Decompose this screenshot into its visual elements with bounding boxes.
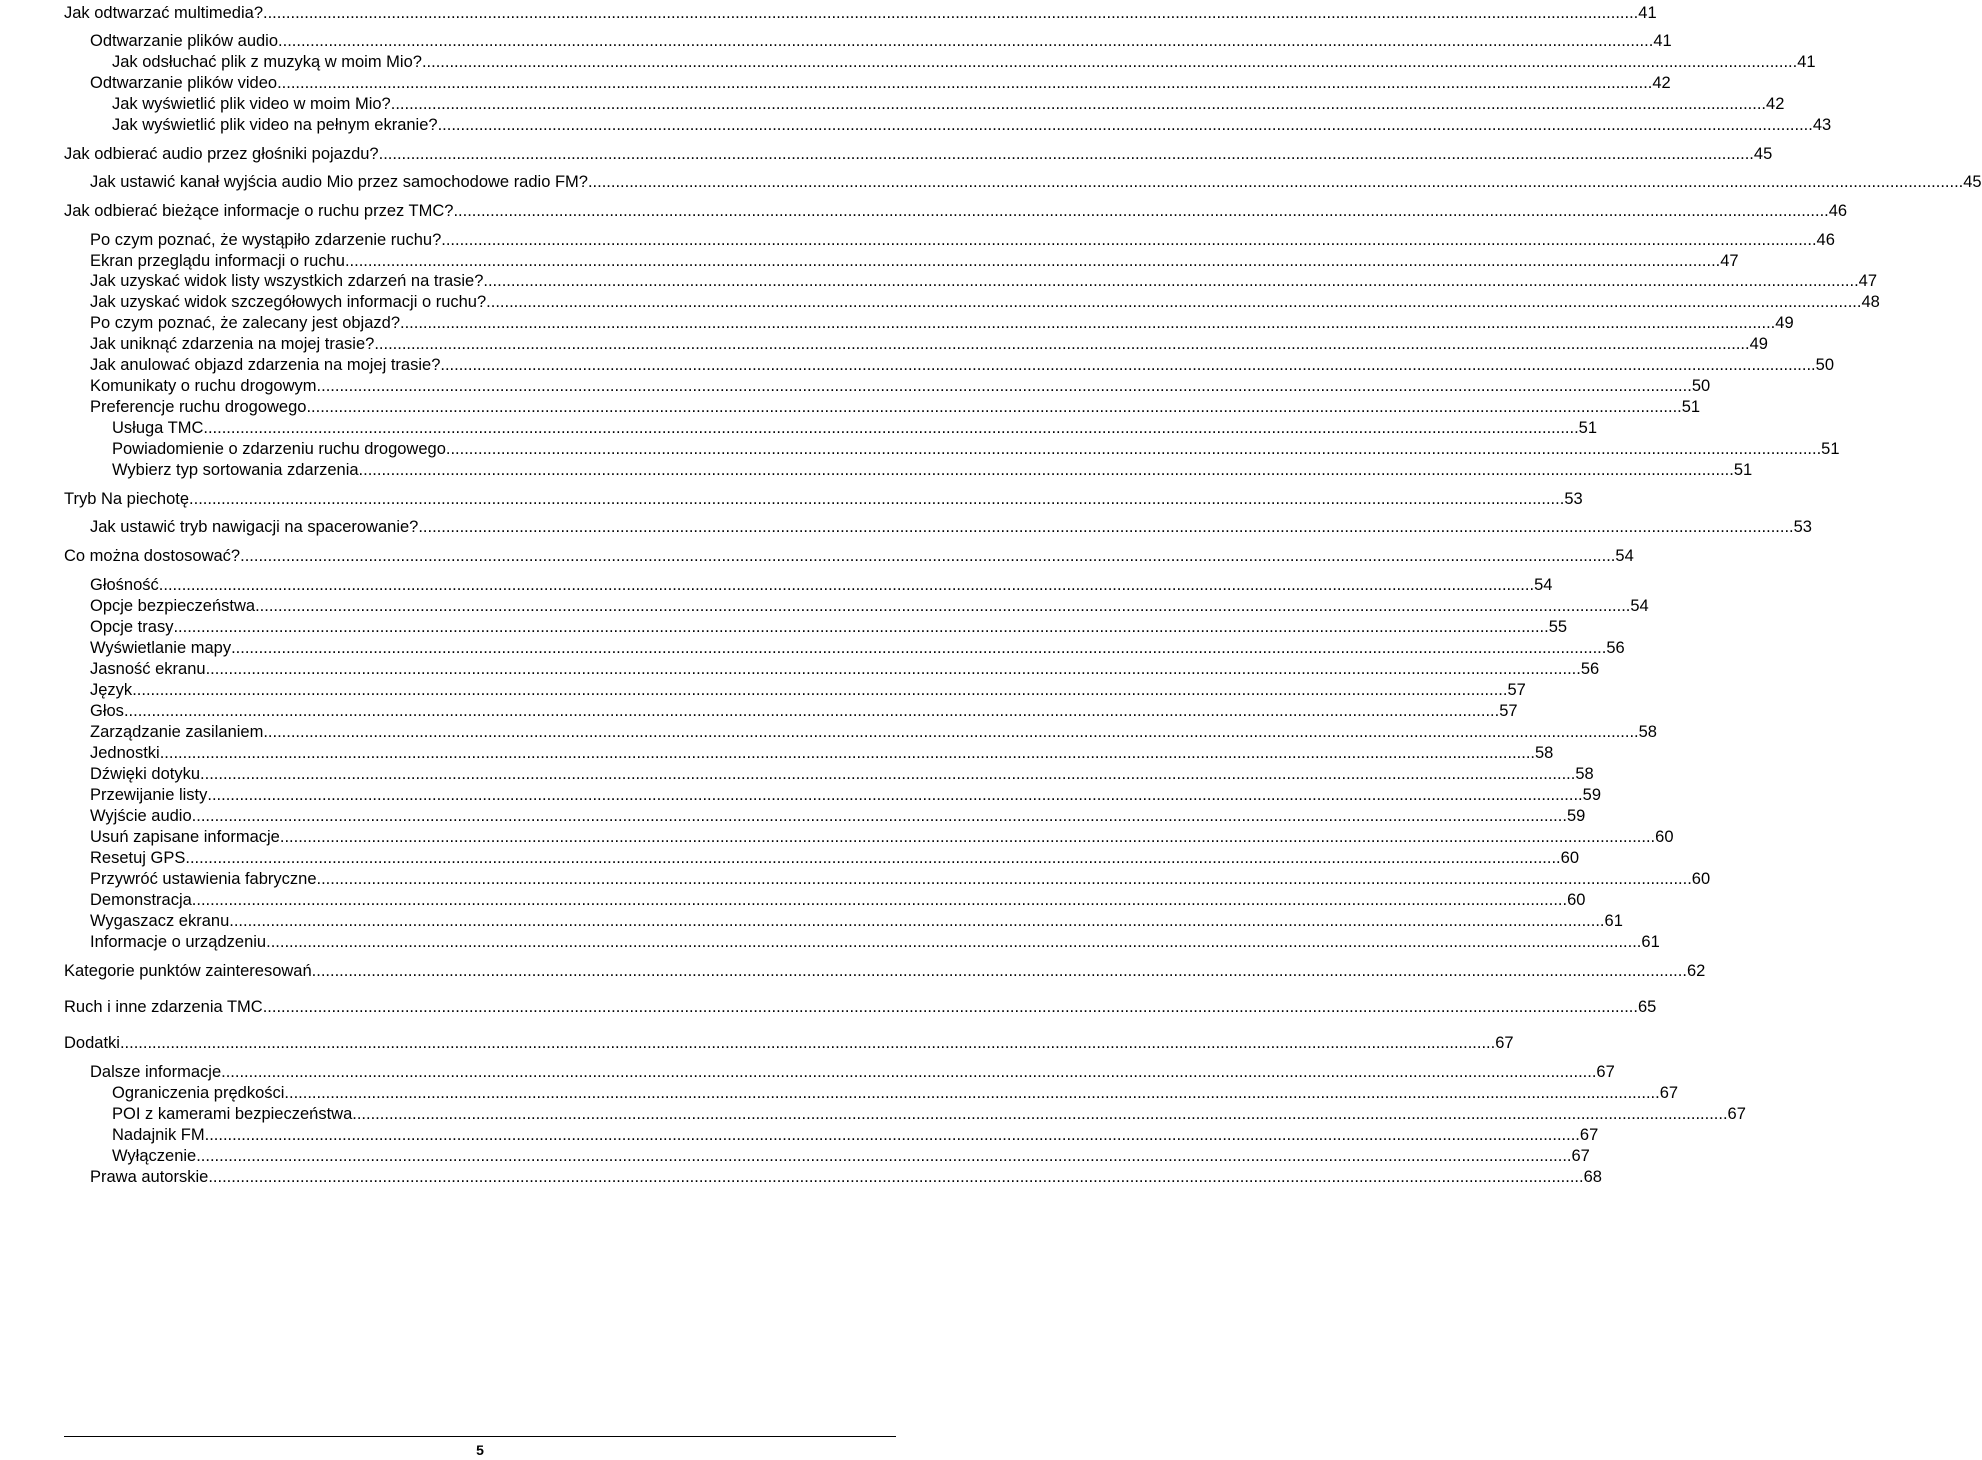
toc-entry-page: 46 [1816,231,1835,249]
toc-entry-page: 41 [1797,53,1816,71]
toc-entry-page: 67 [1596,1063,1615,1081]
toc-entry[interactable] [90,1062,1615,1082]
toc-dot-leader: ............................................................................................................................................................................................................................................................................................................ [483,272,1859,290]
toc-entry-page: 42 [1652,74,1671,92]
toc-entry[interactable] [90,932,1660,952]
toc-entry-title: Jak wyświetlić plik video na pełnym ekranie? [112,116,438,134]
toc-entry[interactable] [112,115,1832,135]
toc-entry[interactable] [90,911,1623,931]
toc-entry-title: Przywróć ustawienia fabryczne [90,870,317,888]
toc-dot-leader: ............................................................................................................................................................................................................................................................................................................ [277,74,1653,92]
toc-dot-leader: ............................................................................................................................................................................................................................................................................................................ [229,912,1605,930]
toc-entry-page: 60 [1691,870,1711,888]
toc-dot-leader: ............................................................................................................................................................................................................................................................................................................ [352,1105,1728,1123]
toc-entry-title: Jak anulować objazd zdarzenia na mojej trasie? [90,356,441,374]
toc-entry-title: Po czym poznać, że wystąpiło zdarzenie ruchu? [90,231,442,249]
footer-divider [64,1436,896,1437]
toc-dot-leader: ............................................................................................................................................................................................................................................................................................................ [311,962,1687,980]
toc-entry-title: Wyłączenie [112,1147,197,1165]
toc-entry[interactable] [90,827,1674,847]
toc-entry-title: Odtwarzanie plików video [90,74,278,92]
toc-entry[interactable] [90,31,1672,51]
toc-entry-page: 56 [1580,660,1600,678]
toc-dot-leader: ............................................................................................................................................................................................................................................................................................................ [255,597,1631,615]
toc-entry-title: Ruch i inne zdarzenia TMC [64,998,263,1016]
toc-dot-leader: ............................................................................................................................................................................................................................................................................................................ [390,95,1767,113]
toc-dot-leader: ............................................................................................................................................................................................................................................................................................................ [185,849,1561,867]
toc-entry[interactable] [112,1146,1590,1166]
toc-entry[interactable] [90,292,1880,312]
toc-entry[interactable] [64,144,1773,164]
toc-entry-title: Jak uzyskać widok szczegółowych informacji o ruchu? [90,293,487,311]
toc-entry[interactable] [64,997,1657,1017]
toc-entry-title: Nadajnik FM [112,1126,205,1144]
toc-dot-leader: ............................................................................................................................................................................................................................................................................................................ [378,145,1754,163]
toc-entry-title: Prawa autorskie [90,1168,209,1186]
toc-entry[interactable] [90,172,1982,192]
toc-entry[interactable] [90,596,1649,616]
toc-entry-title: Preferencje ruchu drogowego [90,398,307,416]
toc-dot-leader: ............................................................................................................................................................................................................................................................................................................ [453,202,1829,220]
toc-entry-page: 54 [1630,597,1649,615]
toc-entry-page: 58 [1638,723,1657,741]
toc-entry-title: Jak wyświetlić plik video w moim Mio? [112,95,391,113]
toc-entry[interactable] [90,848,1580,868]
toc-entry-title: Usuń zapisane informacje [90,828,280,846]
toc-dot-leader: ............................................................................................................................................................................................................................................................................................................ [587,173,1964,191]
toc-entry-page: 60 [1560,849,1580,867]
toc-entry-title: Jednostki [90,744,160,762]
toc-entry-title: Jak odsłuchać plik z muzyką w moim Mio? [112,53,422,71]
toc-dot-leader: ............................................................................................................................................................................................................................................................................................................ [203,419,1579,437]
toc-entry-page: 48 [1861,293,1880,311]
toc-entry-page: 54 [1615,547,1634,565]
toc-entry-page: 46 [1828,202,1848,220]
toc-dot-leader: ............................................................................................................................................................................................................................................................................................................ [316,870,1692,888]
toc-entry-page: 41 [1653,32,1672,50]
toc-dot-leader: ............................................................................................................................................................................................................................................................................................................ [284,1084,1660,1102]
toc-entry-page: 57 [1507,681,1526,699]
toc-entry-page: 51 [1578,419,1598,437]
toc-entry-page: 58 [1575,765,1594,783]
toc-dot-leader: ............................................................................................................................................................................................................................................................................................................ [221,1063,1597,1081]
toc-entry-title: Komunikaty o ruchu drogowym [90,377,317,395]
toc-dot-leader: ............................................................................................................................................................................................................................................................................................................ [205,660,1581,678]
toc-entry[interactable] [90,251,1739,271]
toc-entry-page: 59 [1582,786,1602,804]
toc-entry-page: 58 [1535,744,1554,762]
toc-entry[interactable] [90,680,1526,700]
toc-entry[interactable] [90,785,1602,805]
toc-entry-page: 67 [1495,1034,1514,1052]
toc-dot-leader: ............................................................................................................................................................................................................................................................................................................ [441,231,1817,249]
toc-entry-title: Tryb Na piechotę [64,490,190,508]
toc-entry-page: 60 [1567,891,1586,909]
toc-entry[interactable] [90,73,1671,93]
toc-entry-title: Co można dostosować? [64,547,241,565]
toc-entry[interactable] [90,230,1835,250]
toc-entry-page: 50 [1815,356,1835,374]
toc-entry[interactable] [112,1083,1679,1103]
toc-entry[interactable] [90,869,1711,889]
toc-dot-leader: ............................................................................................................................................................................................................................................................................................................ [421,53,1798,71]
toc-entry-page: 42 [1766,95,1785,113]
toc-entry[interactable] [90,397,1701,417]
toc-entry[interactable] [112,439,1840,459]
toc-entry-title: Opcje bezpieczeństwa [90,597,256,615]
toc-entry[interactable] [112,460,1753,480]
toc-dot-leader: ............................................................................................................................................................................................................................................................................................................ [119,1034,1496,1052]
toc-entry[interactable] [112,1125,1599,1145]
toc-entry-title: Głośność [90,576,159,594]
toc-entry-page: 47 [1720,252,1739,270]
toc-dot-leader: ............................................................................................................................................................................................................................................................................................................ [278,32,1654,50]
toc-dot-leader: ............................................................................................................................................................................................................................................................................................................ [159,744,1535,762]
toc-entry-title: Odtwarzanie plików audio [90,32,279,50]
toc-entry[interactable] [64,1033,1514,1053]
toc-entry-page: 49 [1775,314,1794,332]
toc-entry[interactable] [90,701,1518,721]
toc-dot-leader: ............................................................................................................................................................................................................................................................................................................ [196,1147,1572,1165]
toc-entry-page: 45 [1753,145,1773,163]
toc-entry-title: Opcje trasy [90,618,174,636]
page-number: 5 [476,1442,484,1458]
toc-entry[interactable] [64,546,1634,566]
toc-entry-page: 53 [1793,518,1812,536]
toc-entry[interactable] [90,806,1586,826]
toc-dot-leader: ............................................................................................................................................................................................................................................................................................................ [123,702,1500,720]
toc-entry[interactable] [90,313,1794,333]
toc-entry[interactable] [90,517,1812,537]
toc-entry-title: Resetuj GPS [90,849,186,867]
toc-entry[interactable] [90,890,1586,910]
toc-entry[interactable] [90,376,1711,396]
toc-dot-leader: ............................................................................................................................................................................................................................................................................................................ [231,639,1607,657]
toc-entry-title: Wyświetlanie mapy [90,639,232,657]
toc-entry-title: Informacje o urządzeniu [90,933,267,951]
toc-entry[interactable] [90,271,1878,291]
toc-entry-title: Język [90,681,133,699]
toc-entry-page: 67 [1571,1147,1590,1165]
toc-entry-title: Ograniczenia prędkości [112,1084,285,1102]
toc-entry-page: 53 [1564,490,1583,508]
toc-dot-leader: ............................................................................................................................................................................................................................................................................................................ [132,681,1508,699]
toc-dot-leader: ............................................................................................................................................................................................................................................................................................................ [240,547,1616,565]
toc-entry-page: 50 [1691,377,1711,395]
toc-entry-title: POI z kamerami bezpieczeństwa [112,1105,353,1123]
toc-entry-page: 59 [1566,807,1586,825]
toc-dot-leader: ............................................................................................................................................................................................................................................................................................................ [316,377,1692,395]
toc-dot-leader: ............................................................................................................................................................................................................................................................................................................ [158,576,1535,594]
toc-entry[interactable] [64,489,1583,509]
toc-entry[interactable] [112,52,1816,72]
toc-entry-page: 45 [1963,173,1982,191]
toc-entry-title: Powiadomienie o zdarzeniu ruchu drogowego [112,440,446,458]
toc-entry[interactable] [90,575,1553,595]
toc-entry-title: Jak uniknąć zdarzenia na mojej trasie? [90,335,375,353]
toc-entry-title: Wygaszacz ekranu [90,912,230,930]
toc-dot-leader: ............................................................................................................................................................................................................................................................................................................ [189,490,1565,508]
toc-dot-leader: ............................................................................................................................................................................................................................................................................................................ [418,518,1794,536]
toc-entry-page: 68 [1583,1168,1602,1186]
toc-entry-title: Jak odbierać audio przez głośniki pojazdu? [64,145,379,163]
toc-dot-leader: ............................................................................................................................................................................................................................................................................................................ [279,828,1656,846]
toc-entry-title: Dodatki [64,1034,120,1052]
toc-entry-title: Głos [90,702,124,720]
toc-entry-title: Dźwięki dotyku [90,765,201,783]
toc-entry-page: 62 [1686,962,1706,980]
toc-entry[interactable] [90,743,1554,763]
toc-entry[interactable] [112,418,1598,438]
toc-dot-leader: ............................................................................................................................................................................................................................................................................................................ [191,891,1568,909]
toc-dot-leader: ............................................................................................................................................................................................................................................................................................................ [263,723,1639,741]
toc-dot-leader: ............................................................................................................................................................................................................................................................................................................ [344,252,1721,270]
toc-entry[interactable] [64,201,1848,221]
toc-entry-title: Jak odtwarzać multimedia? [64,4,263,22]
toc-entry[interactable] [90,334,1768,354]
toc-entry-title: Kategorie punktów zainteresowań [64,962,312,980]
toc-entry-page: 47 [1858,272,1878,290]
toc-entry-page: 41 [1638,4,1657,22]
toc-dot-leader: ............................................................................................................................................................................................................................................................................................................ [266,933,1642,951]
toc-entry-title: Wybierz typ sortowania zdarzenia [112,461,359,479]
toc-entry-page: 54 [1534,576,1553,594]
toc-entry[interactable] [90,617,1568,637]
toc-dot-leader: ............................................................................................................................................................................................................................................................................................................ [173,618,1549,636]
toc-entry-title: Przewijanie listy [90,786,208,804]
toc-dot-leader: ............................................................................................................................................................................................................................................................................................................ [262,998,1638,1016]
toc-dot-leader: ............................................................................................................................................................................................................................................................................................................ [191,807,1567,825]
toc-entry[interactable] [90,722,1657,742]
toc-entry-title: Zarządzanie zasilaniem [90,723,264,741]
toc-entry-page: 60 [1655,828,1674,846]
toc-entry-page: 56 [1606,639,1625,657]
toc-dot-leader: ............................................................................................................................................................................................................................................................................................................ [374,335,1750,353]
toc-entry-title: Jak odbierać bieżące informacje o ruchu przez TMC? [64,202,454,220]
toc-entry-title: Jasność ekranu [90,660,206,678]
toc-entry-page: 43 [1812,116,1832,134]
toc-dot-leader: ............................................................................................................................................................................................................................................................................................................ [358,461,1734,479]
toc-entry[interactable] [112,1104,1746,1124]
toc-dot-leader: ............................................................................................................................................................................................................................................................................................................ [208,1168,1584,1186]
toc-entry-title: Jak ustawić tryb nawigacji na spacerowanie? [90,518,419,536]
toc-entry-page: 49 [1749,335,1768,353]
toc-entry-title: Demonstracja [90,891,192,909]
toc-dot-leader: ............................................................................................................................................................................................................................................................................................................ [437,116,1813,134]
toc-entry-title: Jak uzyskać widok listy wszystkich zdarzeń na trasie? [90,272,484,290]
toc-entry-page: 51 [1821,440,1840,458]
toc-entry-title: Usługa TMC [112,419,204,437]
toc-entry[interactable] [90,659,1600,679]
toc-dot-leader: ............................................................................................................................................................................................................................................................................................................ [445,440,1822,458]
toc-entry-page: 61 [1604,912,1623,930]
toc-entry-page: 67 [1579,1126,1599,1144]
toc-entry[interactable] [64,961,1706,981]
toc-entry-page: 67 [1727,1105,1746,1123]
toc-entry[interactable] [112,94,1785,114]
toc-dot-leader: ............................................................................................................................................................................................................................................................................................................ [400,314,1776,332]
toc-entry-page: 65 [1637,998,1657,1016]
toc-dot-leader: ............................................................................................................................................................................................................................................................................................................ [486,293,1862,311]
toc-entry-page: 51 [1681,398,1701,416]
toc-entry-page: 51 [1733,461,1753,479]
toc-entry-title: Jak ustawić kanał wyjścia audio Mio przez samochodowe radio FM? [90,173,588,191]
toc-entry-title: Dalsze informacje [90,1063,222,1081]
toc-entry[interactable] [64,3,1657,23]
toc-entry-page: 57 [1499,702,1518,720]
toc-entry[interactable] [90,1167,1602,1187]
toc-entry[interactable] [90,638,1625,658]
toc-entry[interactable] [90,764,1594,784]
toc-dot-leader: ............................................................................................................................................................................................................................................................................................................ [207,786,1583,804]
toc-dot-leader: ............................................................................................................................................................................................................................................................................................................ [306,398,1682,416]
toc-dot-leader: ............................................................................................................................................................................................................................................................................................................ [440,356,1816,374]
toc-entry-page: 67 [1659,1084,1679,1102]
toc-dot-leader: ............................................................................................................................................................................................................................................................................................................ [204,1126,1580,1144]
toc-entry[interactable] [90,355,1835,375]
toc-entry-title: Ekran przeglądu informacji o ruchu [90,252,345,270]
toc-entry-title: Po czym poznać, że zalecany jest objazd? [90,314,400,332]
toc-entry-page: 55 [1548,618,1568,636]
toc-entry-page: 61 [1641,933,1660,951]
toc-dot-leader: ............................................................................................................................................................................................................................................................................................................ [263,4,1639,22]
toc-dot-leader: ............................................................................................................................................................................................................................................................................................................ [200,765,1576,783]
toc-entry-title: Wyjście audio [90,807,192,825]
